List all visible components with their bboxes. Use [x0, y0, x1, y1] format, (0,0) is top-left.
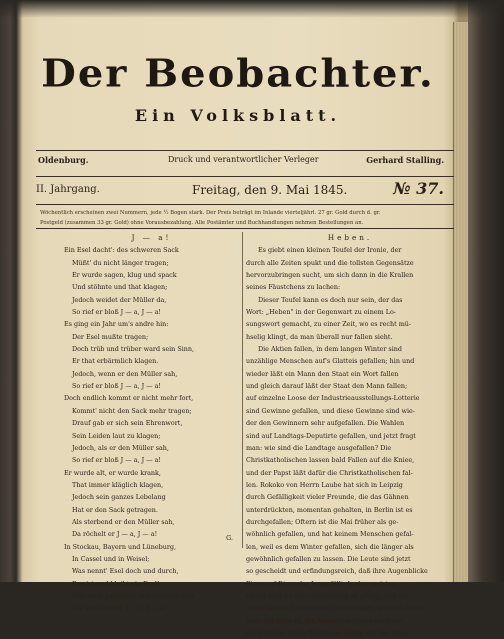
- book-cover-edge: [468, 0, 504, 582]
- poem-line: Das ist und bleibt ein Esel!: [72, 579, 160, 588]
- poem-line: Als sterbend er den Müller sah,: [72, 517, 175, 526]
- poem-line: Was nennt' Esel doch und durch,: [72, 567, 179, 576]
- article-line: Fällen sind sie aber gleichzeitig so plump, daß sie: [246, 591, 408, 600]
- imprint-rule-top: [36, 150, 454, 151]
- article-line: Sehr gut wäre es, die Menschen ließen auch auf: [246, 616, 403, 625]
- article-line: unzählige Menschen auf's Glatteis gefallen; hin und: [246, 357, 415, 366]
- poem-line: Der Esel mußte tragen;: [72, 332, 149, 341]
- notice-line: Postgeld (zusammen 33 gr. Gold) ohne Vorausbezahlung. Alle Postämter und Buchhandlungen nehmen Bestellungen an.: [40, 220, 364, 226]
- article-line: Dieser Teufel kann es doch nur sein, der das: [258, 295, 403, 304]
- poem-line: Er wurde sagen, klug und spack: [72, 271, 177, 280]
- article-line: gewöhnlich gefallen zu lassen. Die Leute sind jetzt: [246, 554, 411, 563]
- masthead-title: Der Beobachter.: [41, 51, 435, 96]
- article-title: Heben.: [327, 233, 373, 242]
- issue-number: № 37.: [393, 179, 444, 198]
- article-line: len. Rokoko von Herrn Laube hat sich in Leipzig: [246, 480, 403, 489]
- imprint-place: Oldenburg.: [38, 155, 89, 165]
- poem-title: J — a!: [131, 233, 172, 242]
- masthead-subtitle: Ein Volksblatt.: [134, 106, 342, 125]
- article-line: durch Gefälligkeit vieler Freunde, die das Gähnen: [246, 493, 409, 502]
- poem-line: Sein Leiden laut zu klagen;: [72, 431, 161, 440]
- article-line: man: wie sind die Landtage ausgefallen? Die: [246, 443, 392, 452]
- poem-line: Doch endlich kommt er nicht mehr fort,: [64, 394, 194, 403]
- notice-line: Wöchentlich erscheinen zwei Nummern, jede ½ Bogen stark. Der Preis beträgt im Inlande vierteljährl. 27 gr. Gold durch d. gr.: [40, 210, 381, 216]
- poem-line: Es ging ein Jahr um's andre hin:: [64, 320, 169, 329]
- article-column: [244, 232, 456, 637]
- poem-line: Und stöhnte und that klagen;: [72, 283, 168, 292]
- column-divider: [242, 232, 243, 548]
- article-line: Einer auf Dies oder Jenes fällt. In den meisten: [246, 579, 396, 588]
- poem-line: Jedoch, wenn er den Müller sah,: [72, 369, 178, 378]
- article-line: Es giebt einen kleinen Teufel der Ironie, der: [258, 246, 402, 255]
- imprint-line: [38, 155, 452, 169]
- article-line: und der Papst läßt dafür die Christkatholischen fal-: [246, 468, 413, 477]
- article-line: sungswort gemacht, zu einer Zeit, wo es recht mü-: [246, 320, 412, 329]
- dateline-rule-bottom: [36, 204, 454, 205]
- poem-line: Jedoch weidet der Müller da,: [72, 295, 167, 304]
- article-line: unterdrückten, momentan gehalten, in Berlin ist es: [246, 505, 413, 514]
- poem-column: [64, 232, 239, 613]
- poem-line: Kommt' nicht den Sack mehr tragen;: [72, 406, 192, 415]
- article-line: Die Aktien fallen, in dem langen Winter sind: [258, 345, 402, 354]
- article-line: seines Fäustchens zu lachen:: [246, 283, 341, 292]
- newspaper-page: [22, 18, 454, 637]
- article-line: und gleich darauf läßt der Staat den Mann fallen;: [246, 382, 408, 391]
- article-line: hselig klingt, da man überall nur fallen sieht.: [246, 332, 393, 341]
- imprint-printer: Druck und verantwortlicher Verleger: [168, 155, 319, 164]
- poem-line: Müßt' du nicht länger tragen;: [72, 258, 169, 267]
- poem-line: Jedoch sein ganzes Lebelang: [72, 493, 166, 502]
- article-line: sofort dadurch verbunden zerstimmern, wovon's fallen.: [246, 604, 427, 613]
- article-line: Wort: „Heben" in der Gegenwart zu einem Lo-: [246, 308, 396, 317]
- poem-line: Er that erbärmlich klagen.: [72, 357, 159, 366]
- poem-line: Da röchelt er J — a, J — a!: [72, 530, 158, 539]
- article-line: die Urtheile. Dann fließen sie häufig mit der Nase: [246, 629, 408, 637]
- poem-line: So rief er bloß J — a, J — a!: [72, 382, 161, 391]
- article-line: durch alle Zeiten spukt und die tollsten Gegensätze: [246, 258, 414, 267]
- poem-signature: G.: [226, 533, 233, 542]
- subscription-notice: [40, 208, 450, 228]
- poem-line: Doch trüb und trüber ward sein Sinn,: [72, 345, 195, 354]
- poem-line: Jedoch, als er den Müller sah,: [72, 443, 169, 452]
- article-line: der den Gewinnern sehr aufgefallen. Die Wahlen: [246, 419, 405, 428]
- poem-line: Was auch geschieht und was geschah,: [72, 591, 196, 600]
- article-line: sind auf Landtags-Deputirte gefallen, und jetzt fragt: [246, 431, 416, 440]
- imprint-publisher: Gerhard Stalling.: [366, 155, 444, 165]
- article-line: sind Gewinne gefallen, und diese Gewinne sind wie-: [246, 406, 415, 415]
- poem-line: That immer kläglich klagen,: [72, 480, 164, 489]
- dateline-rule-top: [36, 176, 454, 177]
- top-shadow: [0, 0, 504, 18]
- poem-line: In Cassel und in Weisel;: [72, 554, 150, 563]
- notice-rule-bottom: [36, 228, 454, 229]
- poem-line: Drauf gab er sich sein Ehrenwort,: [72, 419, 183, 428]
- poem-line: Ein Esel dacht': des schweren Sack: [64, 246, 179, 255]
- poem-line: So rief er bloß J — a, J — a!: [72, 456, 161, 465]
- article-line: hervorzubringen sucht, um sich dann in die Krallen: [246, 271, 414, 280]
- article-line: wieder läßt ein Mann den Staat ein Wort fallen: [246, 369, 399, 378]
- article-line: Christkatholischen lassen bald Fallen auf die Kniee,: [246, 456, 415, 465]
- poem-line: In Stockau, Bayern und Lüneburg,: [64, 542, 177, 551]
- poem-line: Der Esel schreit J — a, J — a!: [72, 604, 167, 613]
- article-line: wöhnlich gefallen, und hat keinem Menschen gefal-: [246, 530, 414, 539]
- article-line: auf einzelne Loose der Industrieausstellungs-Lotterie: [246, 394, 420, 403]
- volume-label: II. Jahrgang.: [36, 184, 100, 195]
- article-line: len, weil es dem Winter gefallen, sich die länger als: [246, 542, 414, 551]
- poem-line: Hat er den Sack getragen.: [72, 505, 158, 514]
- article-line: so gescheidt und erfindungsreich, daß ihre Augenblicke: [246, 567, 428, 576]
- article-line: durchgefallen; Oftern ist die Mai früher als ge-: [246, 517, 399, 526]
- poem-line: Er wurde alt, er wurde krank,: [64, 468, 161, 477]
- dateline: [36, 180, 454, 202]
- issue-date: Freitag, den 9. Mai 1845.: [192, 183, 348, 197]
- poem-line: So rief er bloß J — a, J — a!: [72, 308, 161, 317]
